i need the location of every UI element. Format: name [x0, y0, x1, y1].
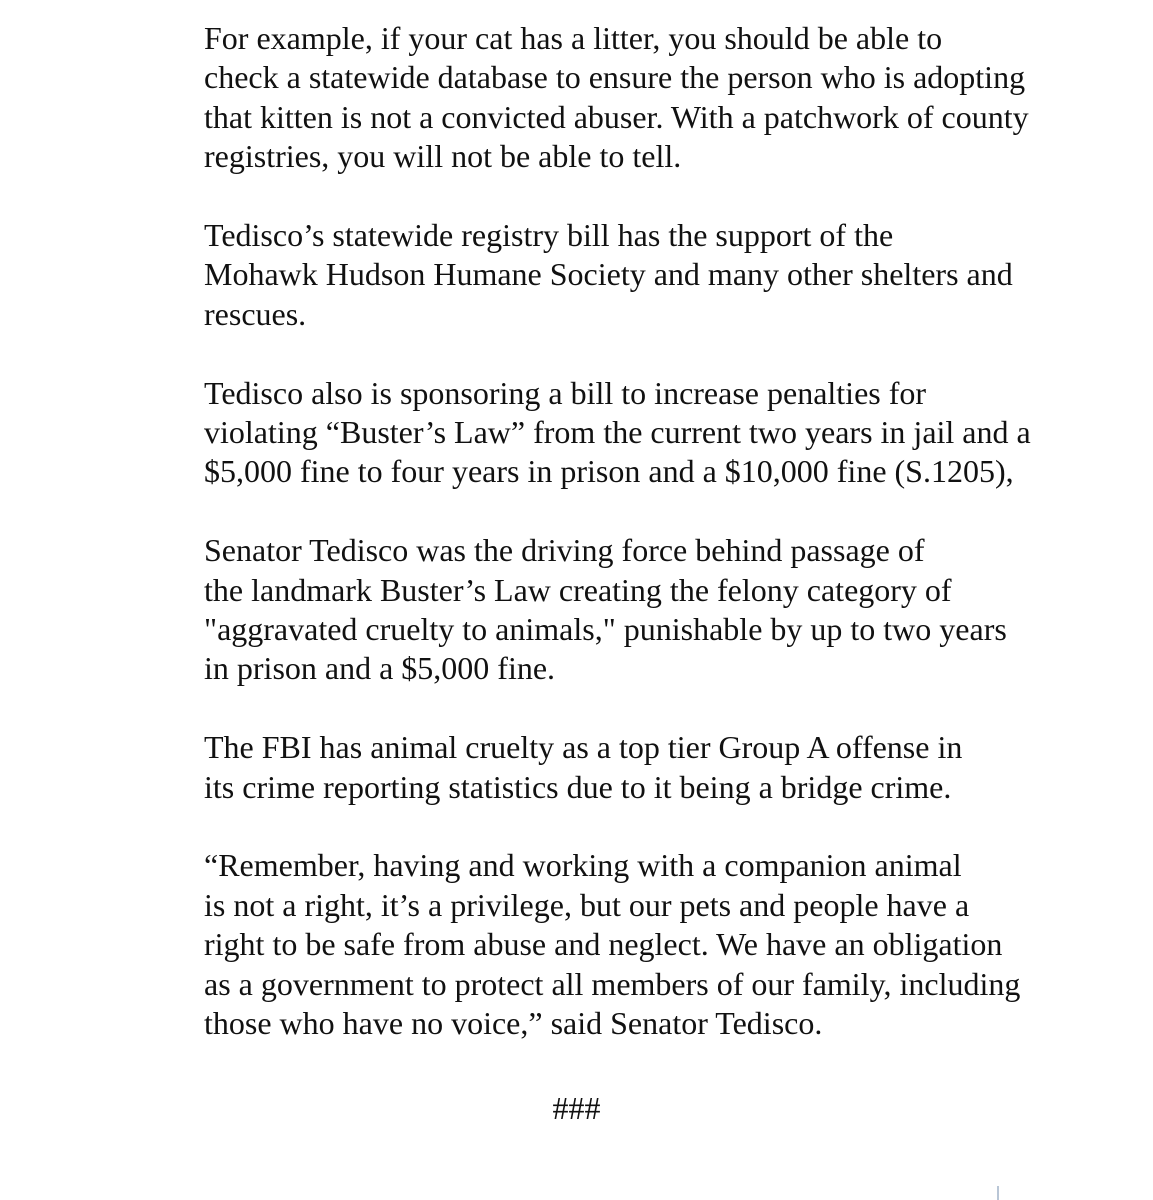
text-line: For example, if your cat has a litter, you should be able to	[204, 20, 943, 56]
text-line: Mohawk Hudson Humane Society and many other shelters and	[204, 256, 1013, 293]
text-line: rescues.	[204, 295, 307, 332]
text-line: “Remember, having and working with a companion animal	[204, 847, 962, 884]
paragraph-busters-law	[136, 531, 1036, 689]
text-line: is not a right, it’s a privilege, but our pets and people have a	[204, 886, 970, 923]
text-line: $5,000 fine to four years in prison and a $10,000 fine (S.1205),	[204, 453, 1014, 490]
text-line: violating “Buster’s Law” from the current two years in jail and a	[204, 414, 1031, 451]
text-line: in prison and a $5,000 fine.	[204, 650, 556, 687]
text-line: The FBI has animal cruelty as a top tier Group A offense in	[204, 729, 963, 766]
paragraph-fbi-offense	[136, 728, 1036, 807]
text-line: its crime reporting statistics due to it being a bridge crime.	[204, 768, 952, 805]
paragraph-penalties-bill	[136, 374, 1036, 492]
text-line: Tedisco also is sponsoring a bill to increase penalties for	[204, 374, 927, 411]
text-line: "aggravated cruelty to animals," punishable by up to two years	[204, 611, 1007, 648]
document-body	[136, 19, 1036, 1083]
paragraph-litter-database	[136, 19, 1036, 177]
text-line: those who have no voice,” said Senator Tedisco.	[204, 1005, 823, 1042]
paragraph-senator-quote	[136, 846, 1036, 1043]
paragraph-registry-support	[136, 216, 1036, 334]
text-line: that kitten is not a convicted abuser. With a patchwork of county	[204, 98, 1029, 135]
text-line: Senator Tedisco was the driving force behind passage of	[204, 532, 925, 569]
text-line: right to be safe from abuse and neglect. We have an obligation	[204, 926, 1003, 963]
text-line: registries, you will not be able to tell.	[204, 138, 682, 175]
text-line: as a government to protect all members of our family, including	[204, 965, 1021, 1002]
text-line: check a statewide database to ensure the person who is adopting	[204, 59, 1026, 96]
page-edge-marker	[997, 1186, 999, 1200]
end-of-release-mark: ###	[552, 1090, 601, 1126]
text-line: the landmark Buster’s Law creating the felony category of	[204, 571, 952, 608]
text-line: Tedisco’s statewide registry bill has the support of the	[204, 217, 894, 254]
